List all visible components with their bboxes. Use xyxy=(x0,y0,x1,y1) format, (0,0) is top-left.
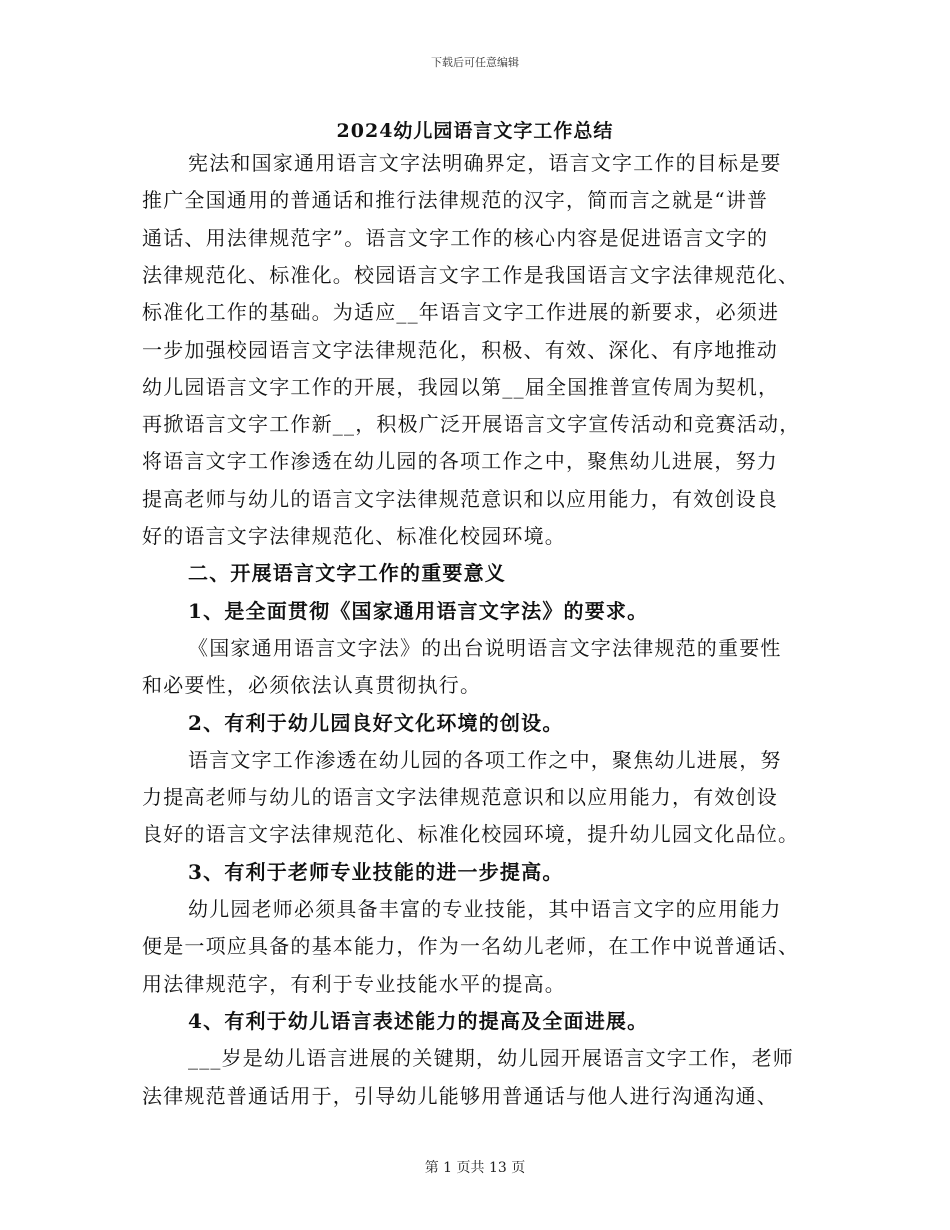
document-title: 2024幼儿园语言文字工作总结 xyxy=(336,120,614,142)
paragraph-line: 和必要性，必须依法认真贯彻执行。 xyxy=(142,673,482,698)
paragraph-line: 力提高老师与幼儿的语言文字法律规范意识和以应用能力，有效创设 xyxy=(142,785,778,810)
section-heading: 3、有利于老师专业技能的进一步提高。 xyxy=(188,859,564,884)
paragraph-line: 推广全国通用的普通话和推行法律规范的汉字，简而言之就是“讲普 xyxy=(142,188,769,213)
page-footer: 第 1 页共 13 页 xyxy=(424,1160,526,1176)
paragraph-line: 通话、用法律规范字”。语言文字工作的核心内容是促进语言文字的 xyxy=(142,225,769,250)
section-heading: 1、是全面贯彻《国家通用语言文字法》的要求。 xyxy=(188,598,649,623)
paragraph-line: 便是一项应具备的基本能力，作为一名幼儿老师，在工作中说普通话、 xyxy=(142,934,800,959)
paragraph-line: 宪法和国家通用语言文字法明确界定，语言文字工作的目标是要 xyxy=(188,151,782,175)
paragraph-line: ___岁是幼儿语言进展的关键期，幼儿园开展语言文字工作，老师 xyxy=(188,1046,794,1071)
paragraph-line: 幼儿园语言文字工作的开展，我园以第__届全国推普宣传周为契机， xyxy=(142,374,780,399)
paragraph-line: 标准化工作的基础。为适应__年语言文字工作进展的新要求，必须进 xyxy=(142,300,780,325)
paragraph-line: 提高老师与幼儿的语言文字法律规范意识和以应用能力，有效创设良 xyxy=(142,486,778,511)
section-heading: 4、有利于幼儿语言表述能力的提高及全面进展。 xyxy=(188,1008,649,1033)
page-header: 下载后可任意编辑 xyxy=(431,56,519,69)
paragraph-line: 再掀语言文字工作新__，积极广泛开展语言文字宣传活动和竞赛活动， xyxy=(142,412,801,437)
paragraph-line: 将语言文字工作渗透在幼儿园的各项工作之中，聚焦幼儿进展，努力 xyxy=(142,449,778,474)
paragraph-line: 法律规范普通话用于，引导幼儿能够用普通话与他人进行沟通沟通、 xyxy=(142,1083,778,1108)
section-heading: 2、有利于幼儿园良好文化环境的创设。 xyxy=(188,710,564,735)
paragraph-line: 一步加强校园语言文字法律规范化，积极、有效、深化、有序地推动 xyxy=(142,337,778,362)
section-heading: 二、开展语言文字工作的重要意义 xyxy=(188,561,506,586)
paragraph-line: 良好的语言文字法律规范化、标准化校园环境，提升幼儿园文化品位。 xyxy=(142,822,800,847)
paragraph-line: 好的语言文字法律规范化、标准化校园环境。 xyxy=(142,524,566,548)
paragraph-line: 语言文字工作渗透在幼儿园的各项工作之中，聚焦幼儿进展，努 xyxy=(188,747,782,772)
paragraph-line: 幼儿园老师必须具备丰富的专业技能，其中语言文字的应用能力 xyxy=(188,897,782,921)
paragraph-line: 《国家通用语言文字法》的出台说明语言文字法律规范的重要性 xyxy=(188,635,782,660)
paragraph-line: 用法律规范字，有利于专业技能水平的提高。 xyxy=(142,971,566,996)
paragraph-line: 法律规范化、标准化。校园语言文字工作是我国语言文字法律规范化、 xyxy=(142,262,800,287)
